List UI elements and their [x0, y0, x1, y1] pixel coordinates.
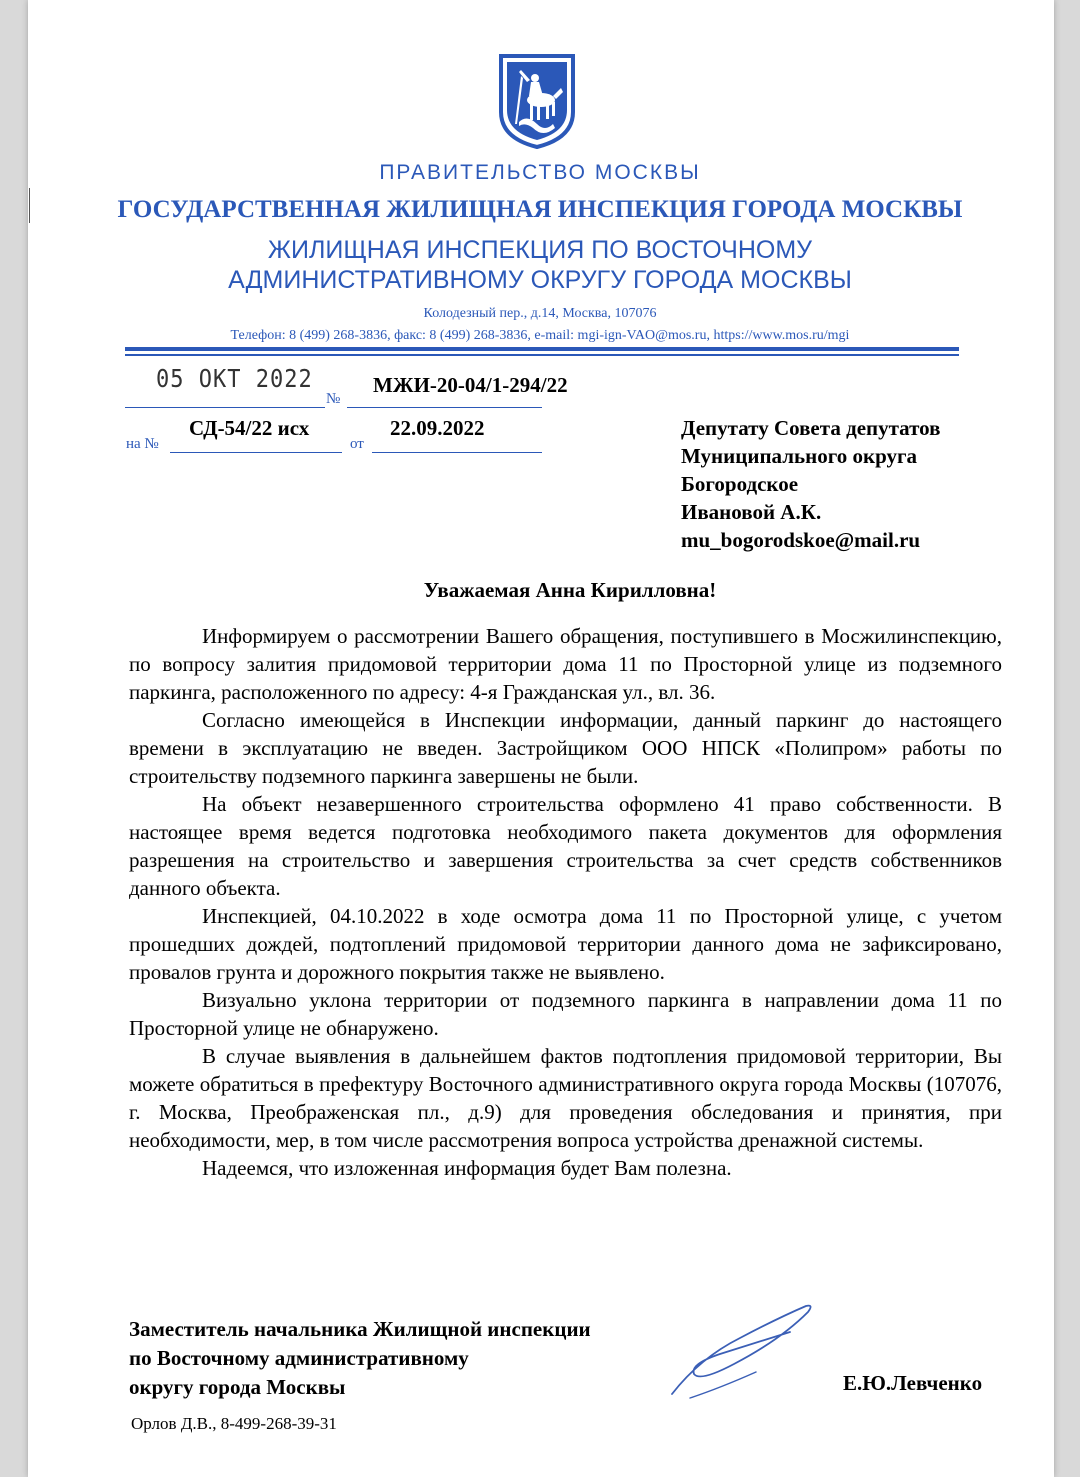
reference-number-label: на № — [126, 436, 159, 452]
reference-date-label: от — [350, 436, 364, 452]
reference-number-line — [170, 452, 342, 453]
body-paragraph: На объект незавершенного строительства оформлено 41 право собственности. В настоящее время ведется подготовка необходимого пакета документов для оформления разрешения на строительство и завершения строительства за счет средств собственников данного объекта. — [129, 792, 1002, 900]
body-paragraph: Визуально уклона территории от подземного паркинга в направлении дома 11 по Просторной улице не обнаружено. — [129, 988, 1002, 1040]
agency-contacts: Телефон: 8 (499) 268-3836, факс: 8 (499) 268-3836, e-mail: mgi-ign-VAO@mos.ru, https://www.mos.ru/mgi — [230, 328, 850, 343]
header-rule-thick — [125, 347, 959, 351]
body-paragraph: Инспекцией, 04.10.2022 в ходе осмотра дома 11 по Просторной улице, с учетом прошедших дождей, подтоплений придомовой территории данного дома не зафиксировано, провалов грунта и дорожного покрытия также не выявлено. — [129, 904, 1002, 984]
addressee-block — [681, 414, 941, 554]
addressee-line: Ивановой А.К. — [681, 500, 822, 524]
addressee-line: Муниципального округа — [681, 444, 918, 468]
body-paragraph: Информируем о рассмотрении Вашего обращения, поступившего в Мосжилинспекцию, по вопросу залития придомовой территории дома 11 по Просторной улице из подземного паркинга, расположенного по адресу: 4-я Гражданская ул., вл. 36. — [129, 624, 1002, 704]
reference-date: 22.09.2022 — [390, 416, 485, 440]
agency-title: ГОСУДАРСТВЕННАЯ ЖИЛИЩНАЯ ИНСПЕКЦИЯ ГОРОДА МОСКВЫ — [117, 196, 963, 223]
number-field-line — [347, 407, 542, 408]
body-paragraph: В случае выявления в дальнейшем фактов подтопления придомовой территории, Вы можете обратиться в префектуру Восточного административного округа города Москвы (107076, г. Москва, Преображенская пл., д.9) для проведения обследования и принятия, при необходимости, мер, в том числе рассмотрения вопроса устройства дренажной системы. — [129, 1044, 1002, 1152]
header-rule-thin — [125, 354, 959, 356]
signatory-name: Е.Ю.Левченко — [843, 1371, 983, 1395]
date-field-line — [125, 407, 325, 408]
reference-number: СД-54/22 исх — [189, 416, 310, 440]
signatory-title-line: округу города Москвы — [129, 1375, 346, 1399]
moscow-coat-of-arms-icon — [497, 52, 577, 150]
body-paragraph: Надеемся, что изложенная информация будет Вам полезна. — [202, 1156, 732, 1180]
number-label: № — [326, 391, 341, 407]
signatory-title — [129, 1315, 591, 1402]
letter-body — [129, 622, 1002, 1182]
signatory-title-line: Заместитель начальника Жилищной инспекции — [129, 1317, 591, 1341]
addressee-line: Богородское — [681, 472, 799, 496]
agency-address: Колодезный пер., д.14, Москва, 107076 — [423, 306, 657, 321]
executor-contact: Орлов Д.В., 8-499-268-39-31 — [131, 1414, 337, 1433]
division-title-line1: ЖИЛИЩНАЯ ИНСПЕКЦИЯ ПО ВОСТОЧНОМУ — [267, 236, 813, 264]
division-title-line2: АДМИНИСТРАТИВНОМУ ОКРУГУ ГОРОДА МОСКВЫ — [228, 266, 852, 294]
government-title: ПРАВИТЕЛЬСТВО МОСКВЫ — [379, 161, 701, 184]
salutation: Уважаемая Анна Кирилловна! — [423, 578, 717, 602]
handwritten-signature-icon — [660, 1298, 820, 1408]
reference-date-line — [372, 452, 542, 453]
registration-date-stamp: 05 ОКТ 2022 — [156, 365, 313, 394]
signatory-title-line: по Восточному административному — [129, 1346, 469, 1370]
addressee-line: Депутату Совета депутатов — [681, 416, 941, 440]
addressee-email: mu_bogorodskoe@mail.ru — [681, 528, 921, 552]
outgoing-number: МЖИ-20-04/1-294/22 — [373, 373, 568, 397]
body-paragraph: Согласно имеющейся в Инспекции информации, данный паркинг до настоящего времени в эксплуатацию не введен. Застройщиком ООО НПСК «Полипром» работы по строительству подземного паркинга завершены не были. — [129, 708, 1002, 788]
